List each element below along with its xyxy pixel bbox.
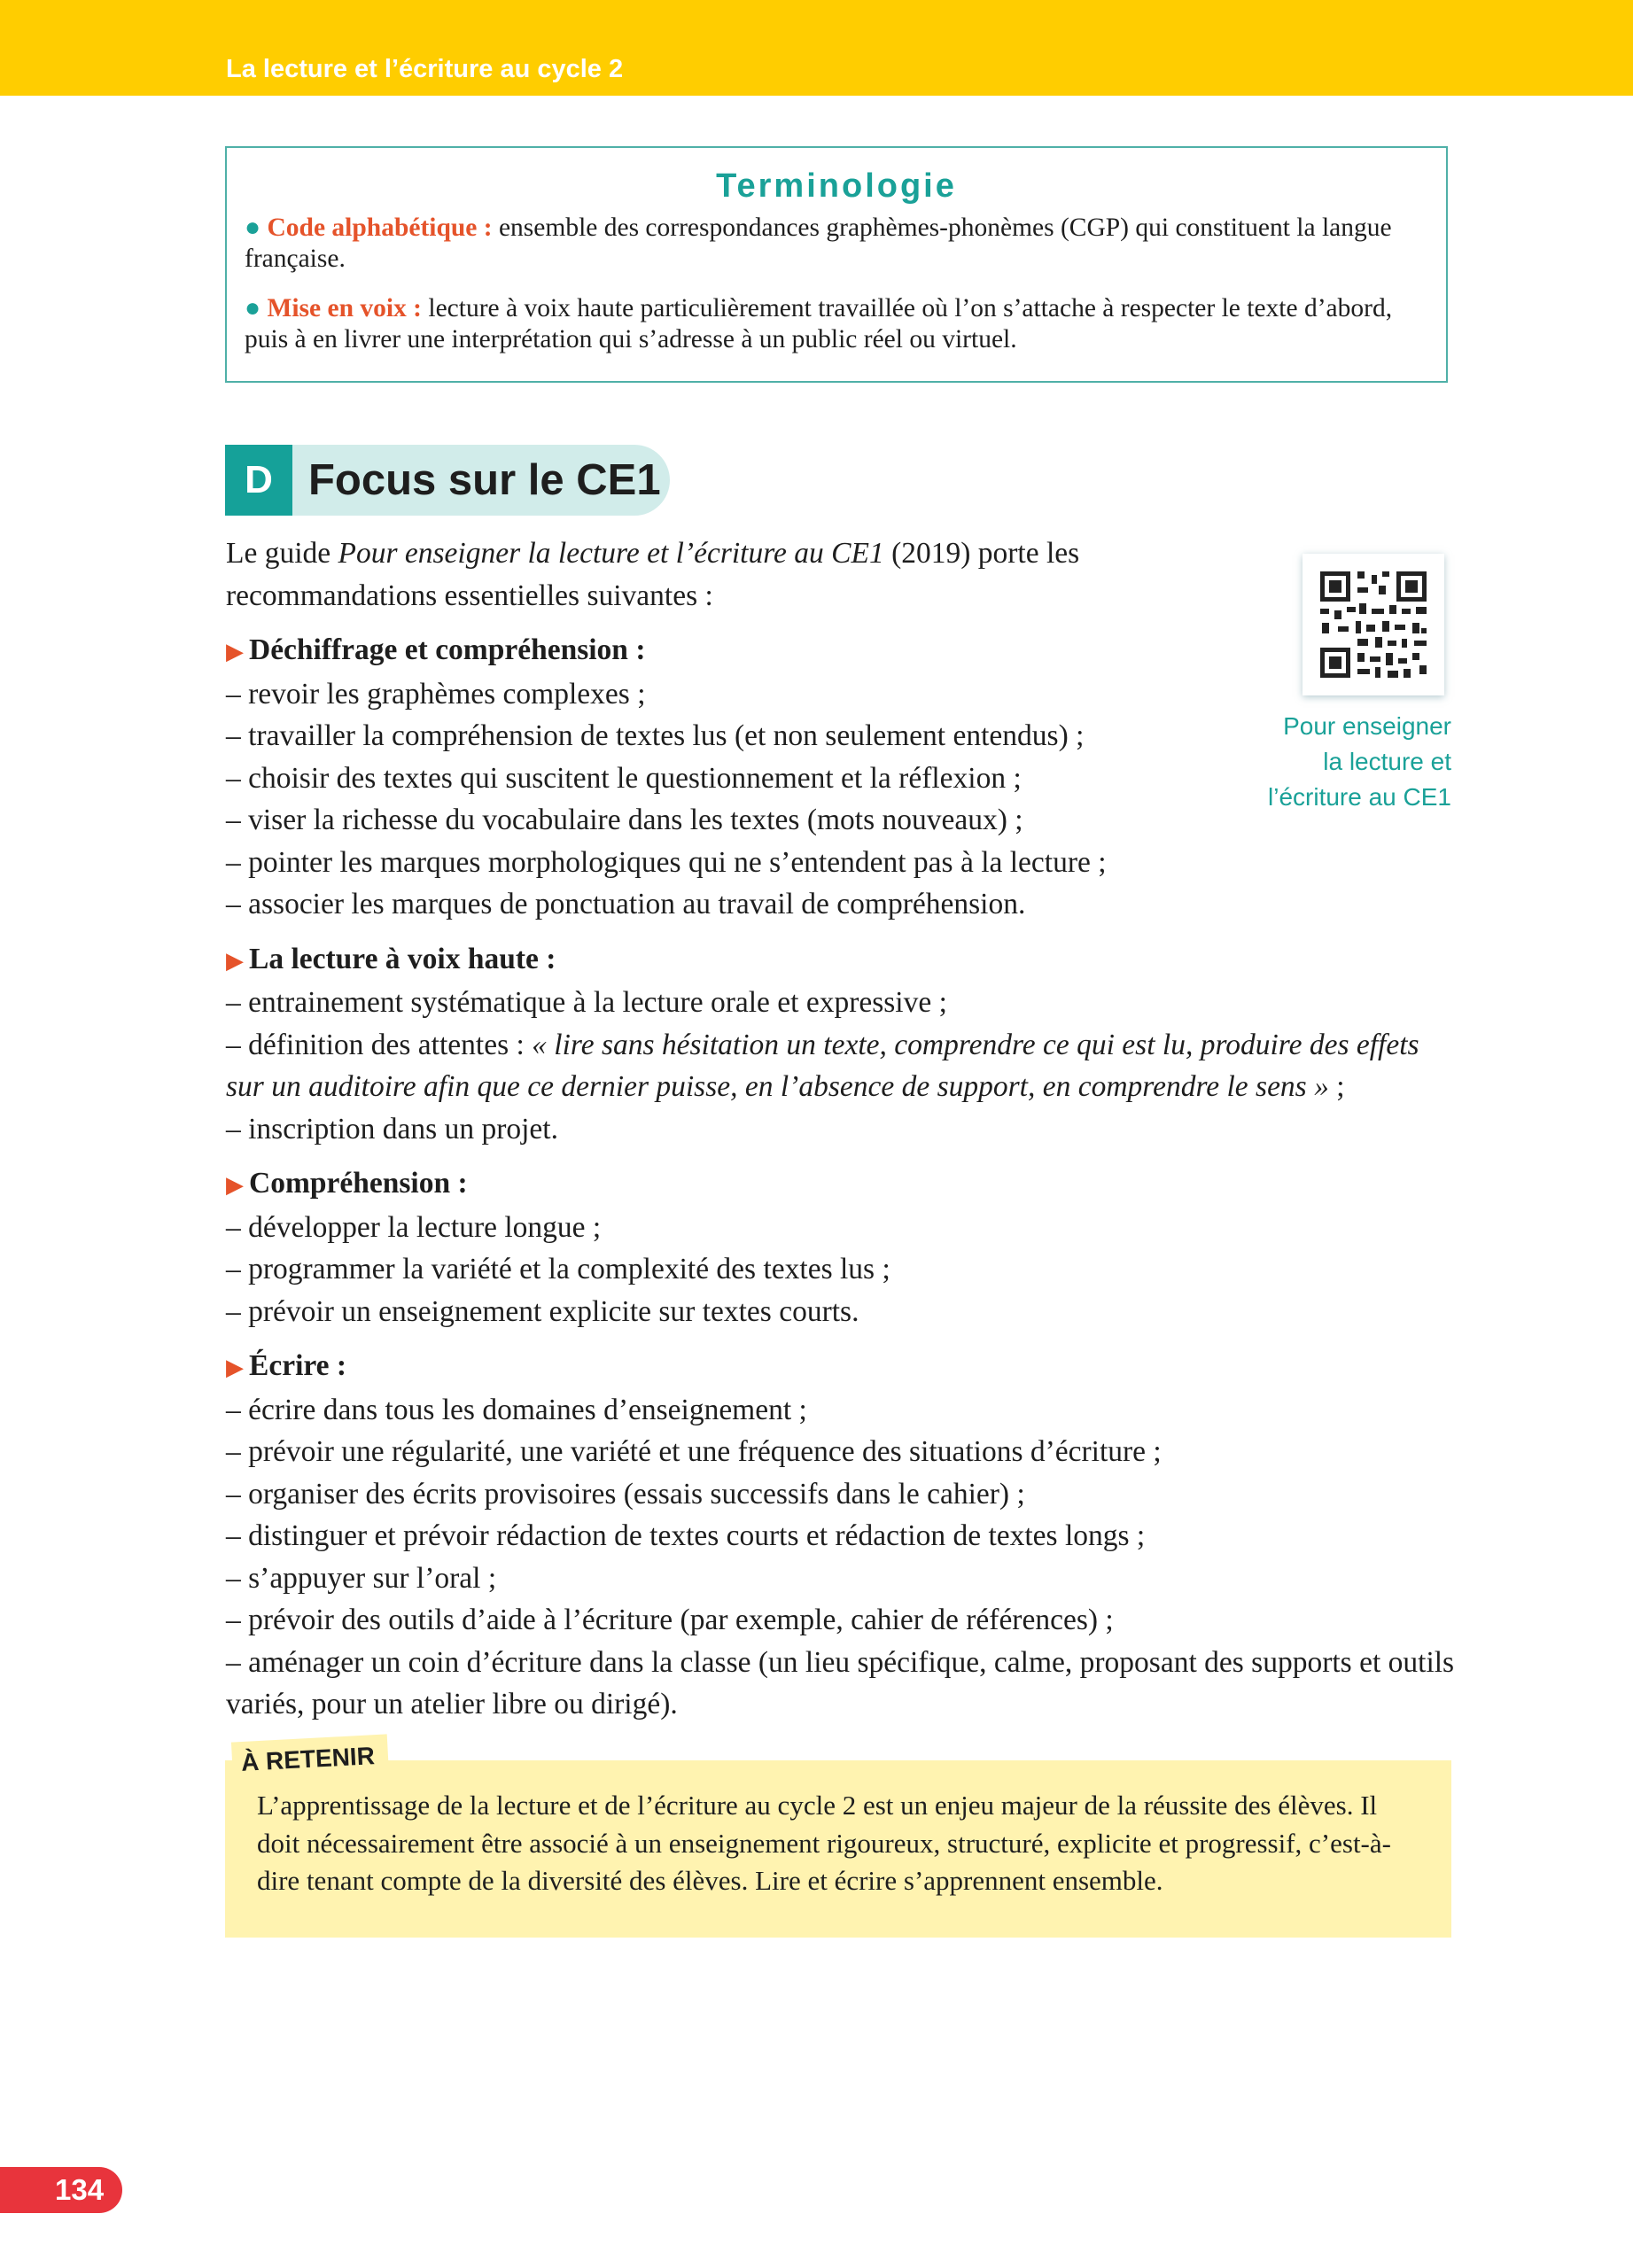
group-heading — [226, 938, 1458, 983]
terminology-title: Terminologie — [716, 167, 957, 205]
list-item-suffix: ; — [1328, 1070, 1345, 1103]
list-item: – s’appuyer sur l’oral ; — [226, 1561, 497, 1595]
list-item: – inscription dans un projet. — [226, 1112, 558, 1146]
list-item: – écrire dans tous les domaines d’enseignement ; — [226, 1393, 807, 1426]
qr-caption-line: la lecture et — [1323, 748, 1451, 775]
list-item: – organiser des écrits provisoires (essais successifs dans le cahier) ; — [226, 1477, 1025, 1511]
term-definition: ensemble des correspondances graphèmes-phonèmes (CGP) qui constituent la langue française. — [245, 214, 1392, 273]
bullet-dot-icon: ● — [245, 213, 261, 242]
triangle-bullet-icon: ▶ — [226, 639, 244, 664]
term-name: Code alphabétique : — [267, 214, 493, 242]
list-item: – entrainement systématique à la lecture orale et expressive ; — [226, 986, 947, 1019]
section-heading — [225, 445, 670, 516]
list-item: – prévoir une régularité, une variété et une fréquence des situations d’écriture ; — [226, 1435, 1162, 1468]
group-heading — [226, 1162, 1458, 1207]
group-heading-text: La lecture à voix haute : — [249, 942, 556, 975]
running-header: La lecture et l’écriture au cycle 2 — [226, 55, 624, 83]
terminology-box — [225, 146, 1448, 383]
group-heading-text: Déchiffrage et compréhension : — [249, 633, 646, 666]
retenir-label: À RETENIR — [240, 1742, 376, 1776]
list-item — [226, 1024, 1458, 1108]
list-item: – programmer la variété et la complexité des textes lus ; — [226, 1253, 890, 1285]
triangle-bullet-icon: ▶ — [226, 1355, 244, 1380]
list-item-prefix: – définition des attentes : — [226, 1028, 533, 1061]
triangle-bullet-icon: ▶ — [226, 1172, 244, 1198]
section-letter: D — [225, 445, 292, 516]
list-item: – développer la lecture longue ; — [226, 1210, 602, 1244]
page-number: 134 — [55, 2173, 105, 2206]
group-heading-text: Écrire : — [249, 1349, 347, 1382]
retenir-box — [225, 1760, 1451, 1938]
list-item: – prévoir un enseignement explicite sur textes courts. — [226, 1294, 859, 1328]
guide-title: Pour enseigner la lecture et l’écriture au CE1 — [338, 537, 884, 570]
main-text — [226, 532, 1458, 1726]
quoted-expectation: « lire sans hésitation un texte, comprendre ce qui est lu, produire des effets sur un auditoire afin que ce dernier puisse, en l’absence de support, en comprendre le sens » — [226, 1028, 1419, 1103]
group-heading-text: Compréhension : — [249, 1167, 468, 1200]
term-entry — [245, 212, 1428, 275]
term-entry — [245, 292, 1428, 355]
intro-prefix: Le guide — [226, 537, 338, 570]
bullet-dot-icon: ● — [245, 293, 261, 322]
list-item: – revoir les graphèmes complexes ; — [226, 677, 646, 711]
intro-suffix: (2019) porte les recommandations essentielles suivantes : — [226, 537, 1080, 612]
list-item: – associer les marques de ponctuation au travail de compréhension. — [226, 888, 1026, 920]
list-item: – viser la richesse du vocabulaire dans les textes (mots nouveaux) ; — [226, 804, 1023, 836]
list-item: – distinguer et prévoir rédaction de textes courts et rédaction de textes longs ; — [226, 1519, 1146, 1552]
list-item: – pointer les marques morphologiques qui ne s’entendent pas à la lecture ; — [226, 845, 1107, 879]
group-heading — [226, 629, 1458, 673]
term-name: Mise en voix : — [267, 294, 423, 322]
term-definition: lecture à voix haute particulièrement travaillée où l’on s’attache à respecter le texte d’abord, puis à en livrer une interprétation qui s’adresse à un public réel ou virtuel. — [245, 294, 1393, 353]
list-item: – travailler la compréhension de textes lus (et non seulement entendus) ; — [226, 719, 1085, 752]
group-heading — [226, 1345, 1458, 1389]
qr-caption-line: Pour enseigner — [1283, 712, 1451, 740]
list-item: – aménager un coin d’écriture dans la classe (un lieu spécifique, calme, proposant des supports et outils variés, pour un atelier libre ou dirigé). — [226, 1645, 1455, 1720]
qr-caption-line: l’écriture au CE1 — [1268, 783, 1451, 811]
section-title: Focus sur le CE1 — [308, 456, 661, 504]
triangle-bullet-icon: ▶ — [226, 947, 244, 974]
intro-paragraph — [226, 532, 1271, 617]
list-item: – prévoir des outils d’aide à l’écriture (par exemple, cahier de références) ; — [226, 1604, 1114, 1636]
retenir-text: L’apprentissage de la lecture et de l’écriture au cycle 2 est un enjeu majeur de la réussite des élèves. Il doit nécessairement être associé à un enseignement rigoureux, structuré, explicite et progressif, c’est-à-dire tenant compte de la diversité des élèves. Lire et écrire s’apprennent ensemble. — [257, 1790, 1391, 1896]
list-item: – choisir des textes qui suscitent le questionnement et la réflexion ; — [226, 761, 1022, 795]
